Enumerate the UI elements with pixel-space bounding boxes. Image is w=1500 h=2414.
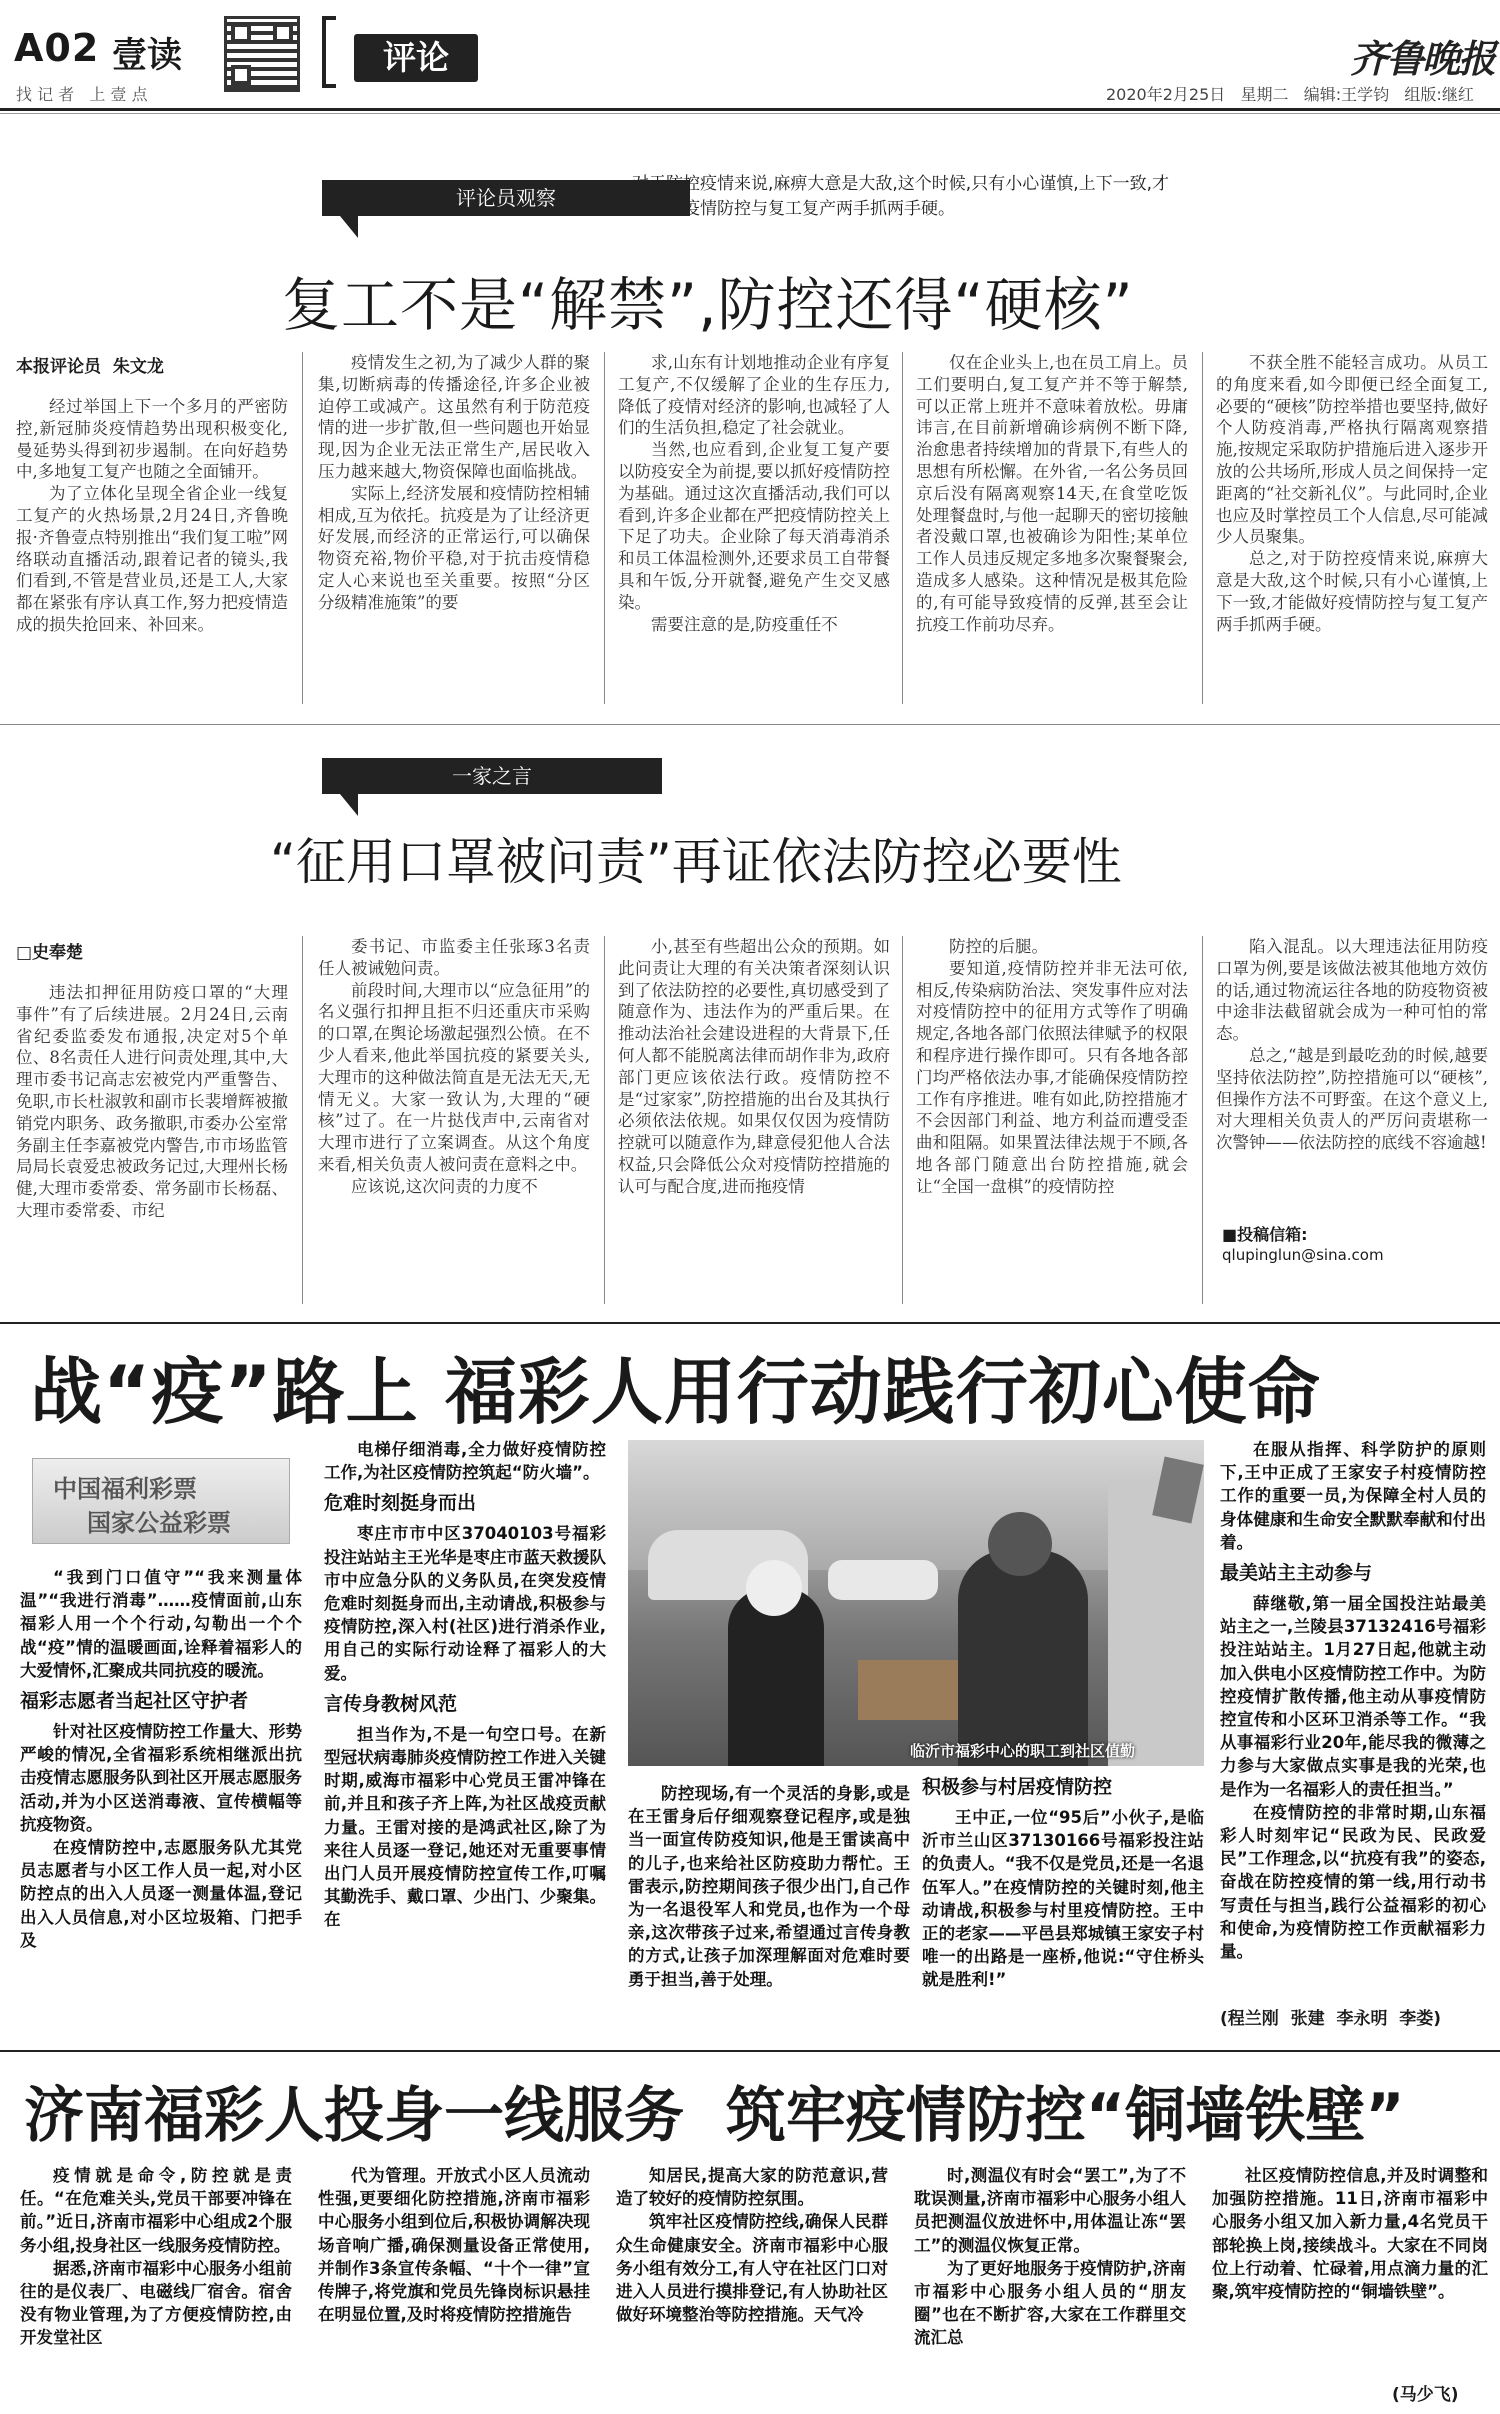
article2-text-2-p2: 前段时间,大理市以“应急征用”的名义强行扣押且拒不归还重庆市采购的口罩,在舆论场激起强烈公愤。在不少人看来,他此举国抗疫的紧要关头,大理市的这种做法简直是无法无天,无情无义。大家一致认为,大理的“硬核”过了。在一片挞伐声中,云南省对大理市进行了立案调查。从这个角度来看,相关负责人被问责在意料之中。 <box>318 980 590 1174</box>
article2-col-3 <box>618 936 890 1304</box>
article1-col-1 <box>16 396 288 706</box>
article4-text-4: 时,测温仪有时会“罢工”,为了不耽误测量,济南市福彩中心服务小组人员把测温仪放进怀中,用体温让冻“罢工”的测温仪恢复正常。 <box>914 2166 1186 2255</box>
masthead-rule <box>0 108 1500 111</box>
article3-text-4: 王中正,一位“95后”小伙子,是临沂市兰山区37130166号福彩投注站的负责人。“我不仅是党员,还是一名退伍军人。”在疫情防控的关键时刻,他主动请战,积极参与村里疫情防控。王中正的老家——平邑县郑城镇王家安子村唯一的出路是一座桥,他说:“守住桥头就是胜利!” <box>922 1808 1204 1990</box>
article3-subhead-4: 积极参与村居疫情防控 <box>922 1776 1113 1798</box>
article2-text-2-p3: 应该说,这次问责的力度不 <box>351 1176 538 1196</box>
logo-line-1: 中国福利彩票 <box>53 1475 197 1503</box>
article1-text-3-p2: 当然,也应看到,企业复工复产要以防疫安全为前提,要以抓好疫情防控为基础。通过这次直播活动,我们可以看到,许多企业都在严把疫情防控关上下足了功夫。企业除了每天消毒消杀和员工体温检测外,还要求员工自带餐具和午饭,分开就餐,避免产生交叉感染。 <box>618 440 890 612</box>
article3-col-1 <box>20 1566 302 2046</box>
article1-byline: 本报评论员 朱文龙 <box>16 357 164 377</box>
article4-text-1: 疫情就是命令,防控就是责任。“在危难关头,党员干部要冲锋在前。”近日,济南市福彩中心组成2个服务小组,投身社区一线服务疫情防控。 <box>20 2166 292 2255</box>
column-divider <box>302 936 303 1304</box>
column-divider <box>1202 936 1203 1304</box>
date-line: 2020年2月25日 星期二 编辑:王学钧 组版:继红 <box>1106 85 1474 104</box>
article2-col-5 <box>1216 936 1488 1206</box>
photo-caption: 临沂市福彩中心的职工到社区值勤 <box>910 1742 1136 1760</box>
article2-tag: 一家之言 <box>322 758 662 794</box>
article1-deck: 对于防控疫情来说,麻痹大意是大敌,这个时候,只有小心谨慎,上下一致,才能做好疫情防控与复工复产两手抓两手硬。 <box>632 174 1170 219</box>
article1-col-2 <box>318 352 590 706</box>
section-name: 壹读 <box>112 36 183 76</box>
column-divider <box>604 936 605 1304</box>
article2-text-4-p2: 要知道,疫情防控并非无法可依,相反,传染病防治法、突发事件应对法对疫情防控中的征用方式等作了明确规定,各地各部门依照法律赋予的权限和程序进行操作即可。只有各地各部门均严格依法办事,才能确保疫情防控工作有序推进。唯有如此,防控措施才不会因部门利益、地方利益而遭受歪曲和阻隔。如果置法律法规于不顾,各地各部门随意出台防控措施,就会让“全国一盘棋”的疫情防控 <box>916 958 1188 1196</box>
article4-text-3: 知居民,提高大家的防范意识,营造了较好的疫情防控氛围。 <box>616 2166 888 2209</box>
column-divider <box>902 352 903 704</box>
article3-col-2 <box>324 1438 606 2046</box>
column-divider <box>902 936 903 1304</box>
article1-col-4 <box>916 352 1188 706</box>
article4-col-5 <box>1212 2164 1488 2380</box>
sub-slogan: 找 记 者 上 壹 点 <box>16 85 148 104</box>
article3-text-3: 防控现场,有一个灵活的身影,或是在王雷身后仔细观察登记程序,或是独当一面宣传防疫知识,他是王雷读高中的儿子,也来给社区防疫助力帮忙。王雷表示,防控期间孩子很少出门,自己作为一名退役军人和党员,也作为一个母亲,这次带孩子过来,希望通过言传身教的方式,让孩子加深理解面对危难时要勇于担当,善于处理。 <box>628 1784 910 1989</box>
article1-tag: 评论员观察 <box>322 180 690 216</box>
contact-label: ■投稿信箱: <box>1222 1225 1308 1244</box>
article1-col-3 <box>618 352 890 706</box>
article4-col-3 <box>616 2164 888 2408</box>
article3-text-2a: 电梯仔细消毒,全力做好疫情防控工作,为社区疫情防控筑起“防火墙”。 <box>324 1440 606 1483</box>
section-rule <box>0 1322 1500 1324</box>
column-name: 评论 <box>354 34 478 82</box>
article3-text-2b: 枣庄市市中区37040103号福彩投注站站主王光华是枣庄市蓝天救援队市中应急分队的义务队员,在突发疫情危难时刻挺身而出,主动请战,积极参与疫情防控,深入村(社区)进行消杀作业,用自己的实际行动诠释了福彩人的大爱。 <box>324 1524 606 1683</box>
article2-byline: □史奉楚 <box>16 943 84 963</box>
article3-text-1-p2: 在疫情防控中,志愿服务队尤其党员志愿者与小区工作人员一起,对小区防控点的出入人员逐一测量体温,登记出入人员信息,对小区垃圾箱、门把手及 <box>20 1838 302 1950</box>
article1-text-3-p3: 需要注意的是,防疫重任不 <box>651 614 838 634</box>
section-rule <box>0 724 1500 725</box>
article3-intro: “我到门口值守”“我来测量体温”“我进行消毒”……疫情面前,山东福彩人用一个个行动,勾勒出一个个战“疫”情的温暖画面,诠释着福彩人的大爱情怀,汇聚成共同抗疫的暖流。 <box>20 1568 302 1680</box>
column-bracket-icon <box>322 16 336 88</box>
paper-logo: 齐鲁晚报 <box>1350 36 1495 81</box>
masthead-rule-thin <box>0 113 1500 114</box>
article3-text-2c: 担当作为,不是一句空口号。在新型冠状病毒肺炎疫情防控工作进入关键时期,威海市福彩中心党员王雷冲锋在前,并且和孩子齐上阵,为社区战疫贡献力量。王雷对接的是鸿武社区,除了为来往人员逐一登记,她还对无重要事情出门人员开展疫情防控宣传工作,叮嘱其勤洗手、戴口罩、少出门、少聚集。在 <box>324 1724 606 1930</box>
page-number: A02 <box>14 26 100 70</box>
article1-text-2-p2: 实际上,经济发展和疫情防控相辅相成,互为依托。抗疫是为了让经济更好发展,而经济的正常运行,可以确保物资充裕,物价平稳,对于抗击疫情稳定人心来说也至关重要。按照“分区分级精准施策”的要 <box>318 483 590 612</box>
article1-text-1-p2: 为了立体化呈现全省企业一线复工复产的火热场景,2月24日,齐鲁晚报·齐鲁壹点特别推出“我们复工啦”网络联动直播活动,跟着记者的镜头,我们看到,不管是营业员,还是工人,大家都在紧张有序认真工作,努力把疫情造成的损失抢回来、补回来。 <box>16 484 288 634</box>
article4-text-3-p2: 筑牢社区疫情防控线,确保人民群众生命健康安全。济南市福彩中心服务小组有效分工,有人守在社区门口对进入人员进行摸排登记,有人协助社区做好环境整治等防控措施。天气冷 <box>616 2212 888 2325</box>
article3-title: 战“疫”路上 福彩人用行动践行初心使命 <box>30 1350 1321 1434</box>
article4-col-4 <box>914 2164 1186 2408</box>
article1-text-4: 仅在企业头上,也在员工肩上。员工们要明白,复工复产并不等于解禁,可以正常上班并不意味着放松。毋庸讳言,在目前新增确诊病例不断下降,治愈患者持续增加的背景下,有些人的思想有所松懈。在外省,一名公务员回京后没有隔离观察14天,在食堂吃饭处理餐盘时,与他一起聊天的密切接触者没戴口罩,也被确诊为阳性;某单位工作人员违反规定多地多次聚餐聚会,造成多人感染。这种情况是极其危险的,有可能导致疫情的反弹,甚至会让抗疫工作前功尽弃。 <box>916 353 1188 634</box>
article4-col-2 <box>318 2164 590 2408</box>
volunteer-photo <box>628 1440 1204 1766</box>
article4-text-5: 社区疫情防控信息,并及时调整和加强防控措施。11日,济南市福彩中心服务小组又加入新力量,4名党员干部轮换上岗,接续战斗。大家在不同岗位上行动着、忙碌着,用点滴力量的汇聚,筑牢疫情防控的“铜墙铁壁”。 <box>1212 2166 1488 2302</box>
article2-col-2 <box>318 936 590 1304</box>
article3-subhead-1: 福彩志愿者当起社区守护者 <box>20 1690 249 1713</box>
article3-subhead-2: 危难时刻挺身而出 <box>324 1492 477 1515</box>
article3-text-1: 针对社区疫情防控工作量大、形势严峻的情况,全省福彩系统相继派出抗击疫情志愿服务队到社区开展志愿服务活动,并为小区送消毒液、宣传横幅等抗疫物资。 <box>20 1722 302 1834</box>
article3-subhead-3: 言传身教树风范 <box>324 1692 458 1715</box>
tag-tail-icon <box>340 794 358 816</box>
contact-email: qlupinglun@sina.com <box>1222 1246 1384 1264</box>
article1-text-5-p2: 总之,对于防控疫情来说,麻痹大意是大敌,这个时候,只有小心谨慎,上下一致,才能做好疫情防控与复工复产两手抓两手硬。 <box>1216 549 1488 634</box>
article4-title: 济南福彩人投身一线服务 筑牢疫情防控“铜墙铁壁” <box>24 2081 1405 2151</box>
article2-col-4 <box>916 936 1188 1304</box>
article2-text-4: 防控的后腿。 <box>949 937 1048 956</box>
section-rule <box>0 2050 1500 2052</box>
qr-code <box>224 16 300 92</box>
article3-credit: (程兰刚 张建 李永明 李娄) <box>1220 2009 1442 2029</box>
article4-text-4-p2: 为了更好地服务于疫情防护,济南市福彩中心服务小组人员的“朋友圈”也在不断扩容,大家在工作群里交流汇总 <box>914 2258 1186 2348</box>
article2-text-2: 委书记、市监委主任张琢3名责任人被诫勉问责。 <box>318 937 590 978</box>
article1-text-1: 经过举国上下一个多月的严密防控,新冠肺炎疫情趋势出现积极变化,曼延势头得到初步遏制。在向好趋势中,多地复工复产也随之全面铺开。 <box>16 397 288 482</box>
article2-title: “征用口罩被问责”再证依法防控必要性 <box>270 833 1122 891</box>
article4-col-1 <box>20 2164 292 2408</box>
article2-text-5-p2: 总之,“越是到最吃劲的时候,越要坚持依法防控”,防控措施可以“硬核”,但操作方法不可野蛮。在这个意义上,对大理相关负责人的严厉问责堪称一次警钟——依法防控的底线不容逾越! <box>1216 1045 1488 1153</box>
logo-line-2: 国家公益彩票 <box>87 1509 231 1537</box>
column-divider <box>1202 352 1203 704</box>
article3-text-5a: 在服从指挥、科学防护的原则下,王中正成了王家安子村疫情防控工作的重要一员,为保障全村人员的身体健康和生命安全默默奉献和付出着。 <box>1220 1440 1486 1552</box>
article1-text-3: 求,山东有计划地推动企业有序复工复产,不仅缓解了企业的生存压力,降低了疫情对经济的影响,也减轻了人们的生活负担,稳定了社会就业。 <box>618 353 890 438</box>
article3-col-4 <box>922 1768 1204 2046</box>
article2-text-5: 陷入混乱。以大理违法征用防疫口罩为例,要是该做法被其他地方效仿的话,通过物流运往各地的防疫物资被中途非法截留就会成为一种可怕的常态。 <box>1216 937 1488 1044</box>
article1-col-5 <box>1216 352 1488 706</box>
article1-text-5: 不获全胜不能轻言成功。从员工的角度来看,如今即便已经全面复工,必要的“硬核”防控举措也要坚持,做好个人防疫消毒,严格执行隔离观察措施,按规定采取防护措施后进入逐步开放的公共场所,形成人员之间保持一定距离的“社交新礼仪”。与此同时,企业也应及时掌控员工个人信息,尽可能减少人员聚集。 <box>1216 353 1488 547</box>
article3-text-5b: 薛继敬,第一届全国投注站最美站主之一,兰陵县37132416号福彩投注站站主。1月27日起,他就主动加入供电小区疫情防控工作中。为防控疫情扩散传播,他主动从事疫情防控宣传和小区环卫消杀等工作。“我从事福彩行业20年,能尽我的微薄之力参与大家做点实事是我的光荣,也是作为一名福彩人的责任担当。” <box>1220 1594 1486 1799</box>
column-divider <box>604 352 605 704</box>
article3-col-3 <box>628 1782 910 2046</box>
article4-credit: (马少飞) <box>1392 2385 1459 2405</box>
article4-text-2: 代为管理。开放式小区人员流动性强,更要细化防控措施,济南市福彩中心服务小组到位后,积极协调解决现场音响广播,确保测量设备正常使用,并制作3条宣传条幅、“十个一律”宣传牌子,将党旗和党员先锋岗标识悬挂在明显位置,及时将疫情防控措施告 <box>318 2166 590 2325</box>
article4-text-1-p2: 据悉,济南市福彩中心服务小组前往的是仪表厂、电磁线厂宿舍。宿舍没有物业管理,为了方便疫情防控,由开发堂社区 <box>20 2258 292 2348</box>
article3-text-5b-p2: 在疫情防控的非常时期,山东福彩人时刻牢记“民政为民、民政爱民”工作理念,以“抗疫有我”的姿态,奋战在防控疫情的第一线,用行动书写责任与担当,践行公益福彩的初心和使命,为疫情防控工作贡献福彩力量。 <box>1220 1802 1486 1962</box>
article1-title: 复工不是“解禁”,防控还得“硬核” <box>282 271 1134 339</box>
article2-text-1: 违法扣押征用防疫口罩的“大理事件”有了后续进展。2月24日,云南省纪委监委发布通报,决定对5个单位、8名责任人进行问责处理,其中,大理市委书记高志宏被党内严重警告、免职,市长杜淑敦和副市长裴增辉被撤销党内职务、政务撤职,市委办公室常务副主任李嘉被党内警告,市市场监管局局长袁爱忠被政务记过,大理州长杨健,大理市委常委、常务副市长杨磊、大理市委常委、市纪 <box>16 983 288 1220</box>
article3-col-5 <box>1220 1438 1486 1998</box>
article1-text-2: 疫情发生之初,为了减少人群的聚集,切断病毒的传播途径,许多企业被迫停工或减产。这虽然有利于防范疫情的进一步扩散,但一些问题也开始显现,因为企业无法正常生产,居民收入压力越来越大,物资保障也面临挑战。 <box>318 353 590 481</box>
column-divider <box>302 352 303 704</box>
article3-subhead-5: 最美站主主动参与 <box>1220 1562 1373 1585</box>
welfare-lottery-logo <box>32 1458 290 1544</box>
article2-col-1 <box>16 982 288 1302</box>
tag-tail-icon <box>340 216 358 238</box>
article2-text-3: 小,甚至有些超出公众的预期。如此问责让大理的有关决策者深刻认识到了依法防控的必要性,真切感受到了随意作为、违法作为的严重后果。在推动法治社会建设进程的大背景下,任何人都不能脱离法律而胡作非为,政府部门更应该依法行政。疫情防控不是“过家家”,防控措施的出台及其执行必须依法依规。如果仅仅因为疫情防控就可以随意作为,肆意侵犯他人合法权益,只会降低公众对疫情防控措施的认可与配合度,进而拖疫情 <box>618 937 890 1196</box>
